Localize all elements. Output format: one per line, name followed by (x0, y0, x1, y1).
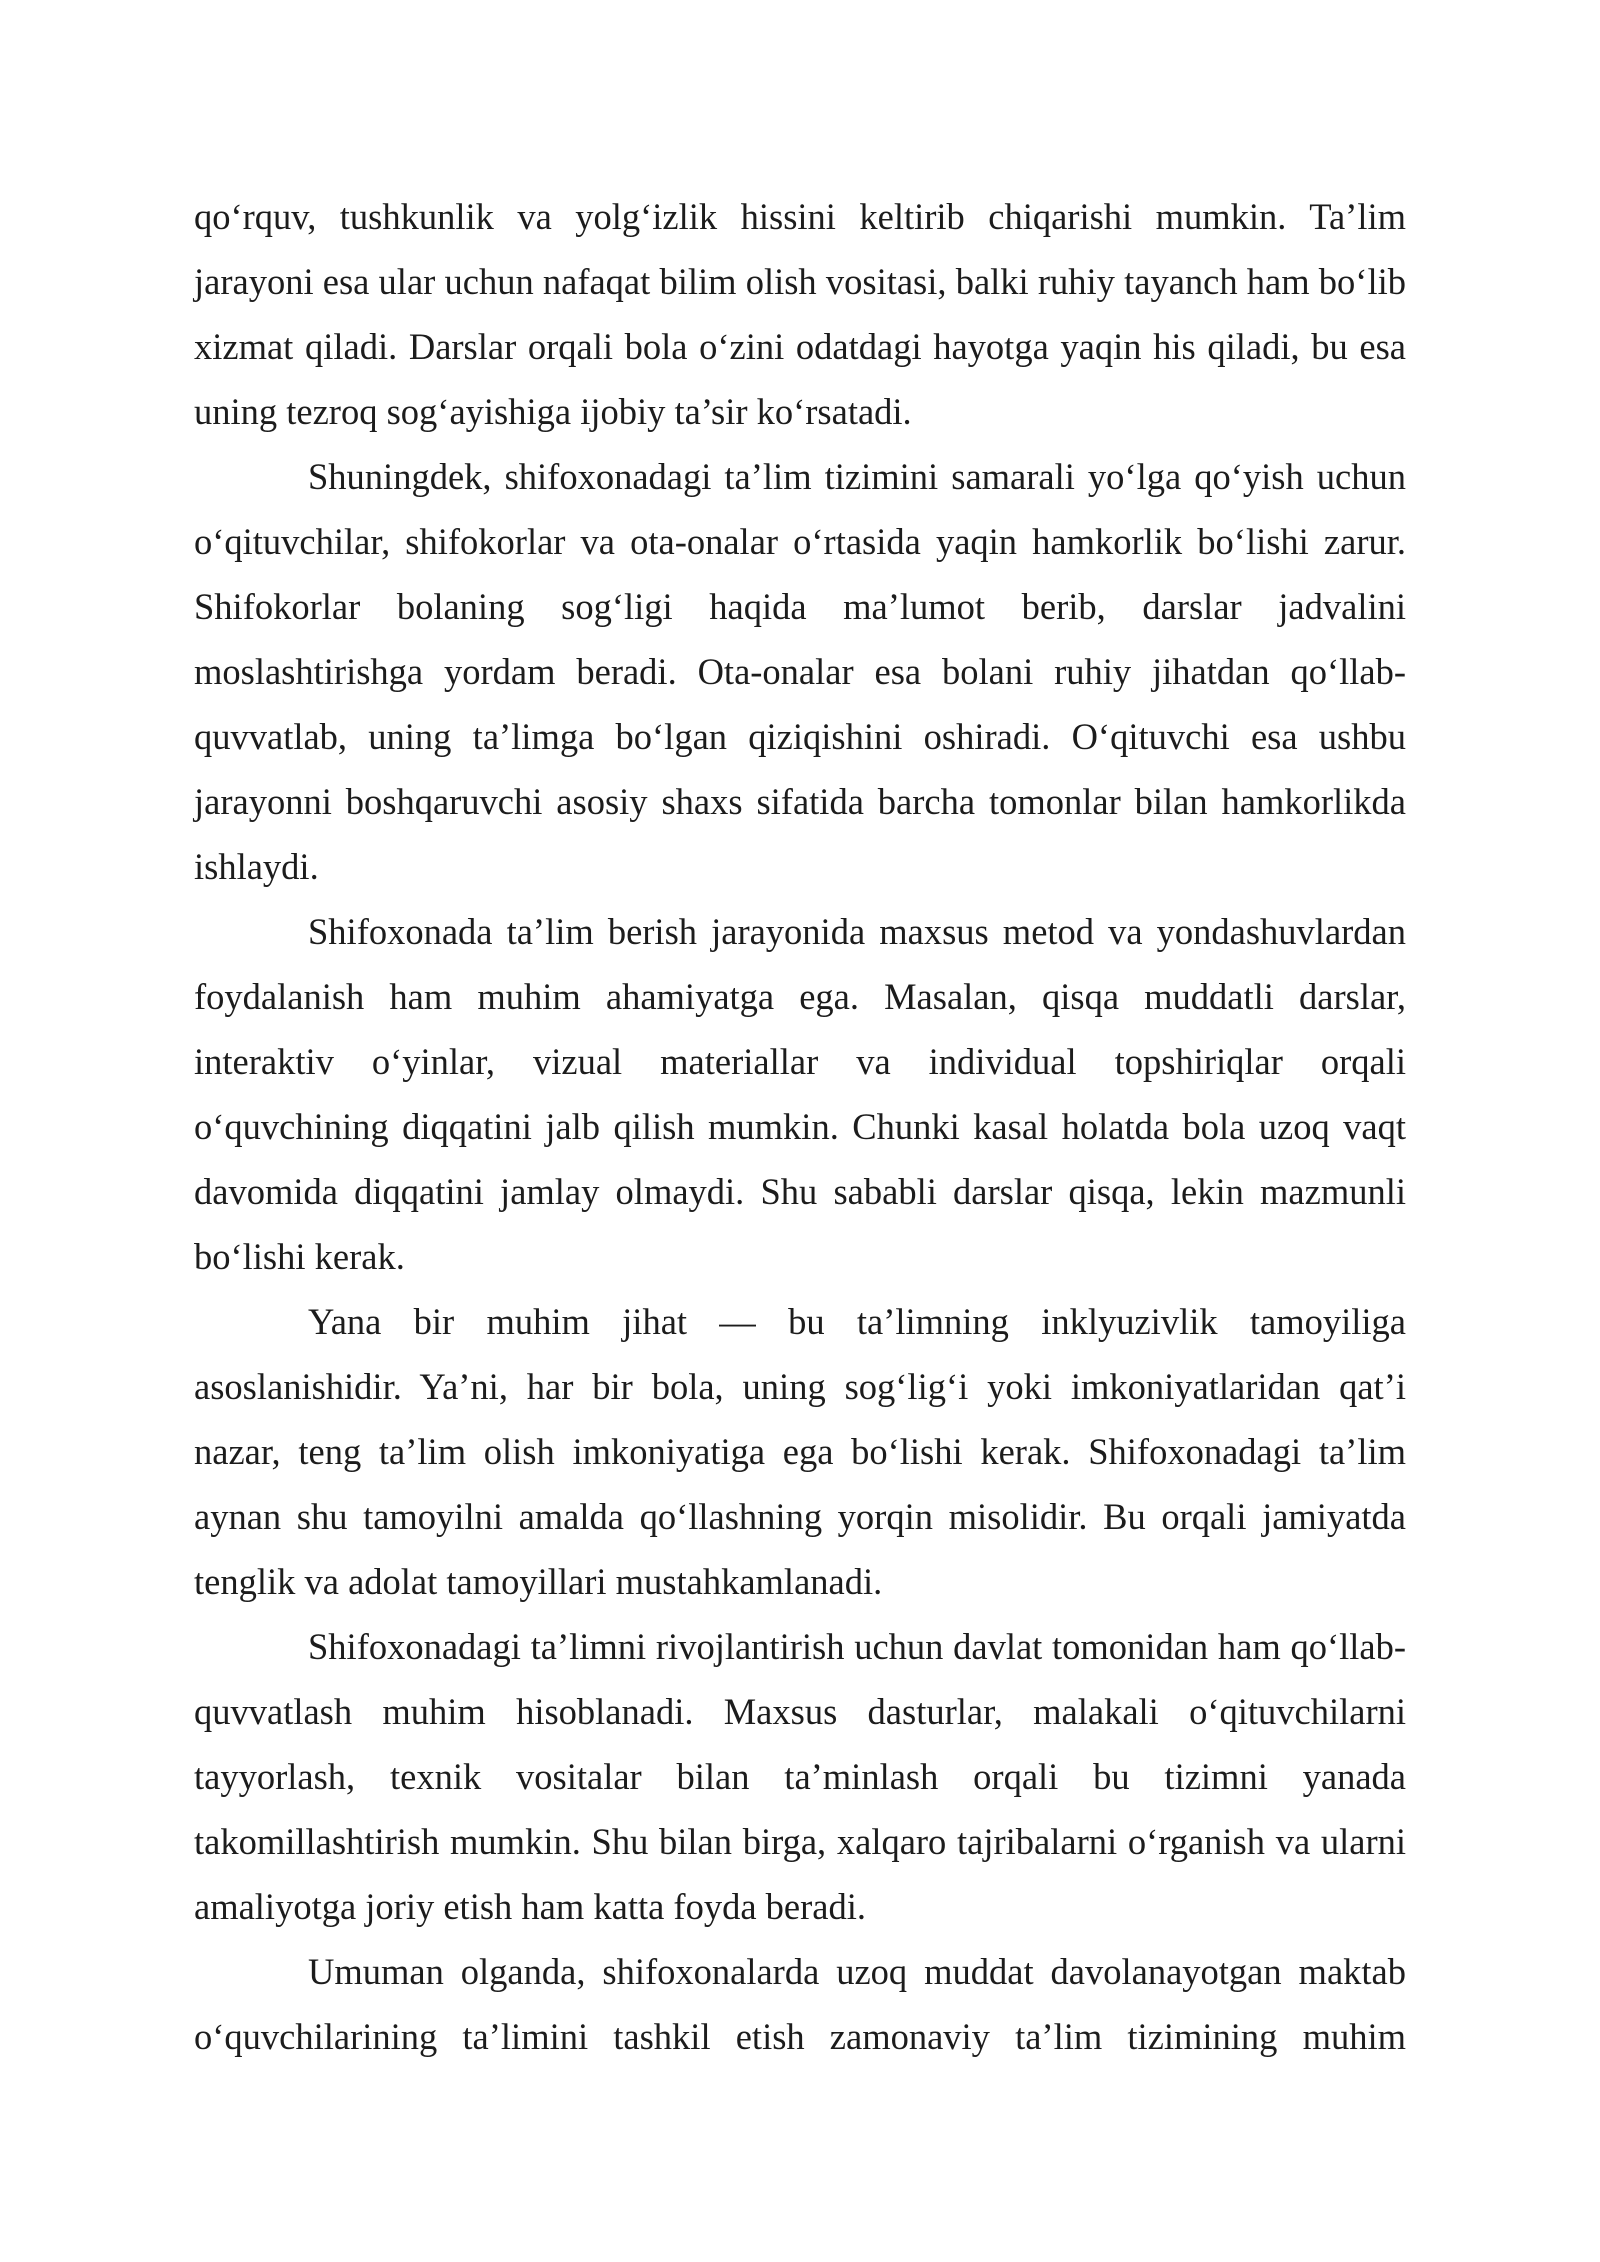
paragraph-2: Shuningdek, shifoxonadagi ta’lim tizimini samarali yo‘lga qo‘yish uchun o‘qituvchilar, shifokorlar va ota-onalar o‘rtasida yaqin hamkorlik bo‘lishi zarur. Shifokorlar bolaning sog‘ligi haqida ma’lumot berib, darslar jadvalini moslashtirishga yordam beradi. Ota-onalar esa bolani ruhiy jihatdan qo‘llab-quvvatlab, uning ta’limga bo‘lgan qiziqishini oshiradi. O‘qituvchi esa ushbu jarayonni boshqaruvchi asosiy shaxs sifatida barcha tomonlar bilan hamkorlikda ishlaydi. (194, 456, 1406, 887)
body-text (194, 184, 1406, 2069)
paragraph-4: Yana bir muhim jihat — bu ta’limning inklyuzivlik tamoyiliga asoslanishidir. Ya’ni, har bir bola, uning sog‘lig‘i yoki imkoniyatlaridan qat’i nazar, teng ta’lim olish imkoniyatiga ega bo‘lishi kerak. Shifoxonadagi ta’lim aynan shu tamoyilni amalda qo‘llashning yorqin misolidir. Bu orqali jamiyatda tenglik va adolat tamoyillari mustahkamlanadi. (194, 1301, 1406, 1602)
paragraph-6: Umuman olganda, shifoxonalarda uzoq muddat davolanayotgan maktab o‘quvchilarining ta’limini tashkil etish zamonaviy ta’lim tizimining muhim (194, 1951, 1406, 2057)
paragraph-3: Shifoxonada ta’lim berish jarayonida maxsus metod va yondashuvlardan foydalanish ham muhim ahamiyatga ega. Masalan, qisqa muddatli darslar, interaktiv o‘yinlar, vizual materiallar va individual topshiriqlar orqali o‘quvchining diqqatini jalb qilish mumkin. Chunki kasal holatda bola uzoq vaqt davomida diqqatini jamlay olmaydi. Shu sababli darslar qisqa, lekin mazmunli bo‘lishi kerak. (194, 911, 1406, 1277)
paragraph-5: Shifoxonadagi ta’limni rivojlantirish uchun davlat tomonidan ham qo‘llab-quvvatlash muhim hisoblanadi. Maxsus dasturlar, malakali o‘qituvchilarni tayyorlash, texnik vositalar bilan ta’minlash orqali bu tizimni yanada takomillashtirish mumkin. Shu bilan birga, xalqaro tajribalarni o‘rganish va ularni amaliyotga joriy etish ham katta foyda beradi. (194, 1626, 1406, 1927)
paragraph-1: qo‘rquv, tushkunlik va yolg‘izlik hissini keltirib chiqarishi mumkin. Ta’lim jarayoni esa ular uchun nafaqat bilim olish vositasi, balki ruhiy tayanch ham bo‘lib xizmat qiladi. Darslar orqali bola o‘zini odatdagi hayotga yaqin his qiladi, bu esa uning tezroq sog‘ayishiga ijobiy ta’sir ko‘rsatadi. (194, 196, 1406, 432)
